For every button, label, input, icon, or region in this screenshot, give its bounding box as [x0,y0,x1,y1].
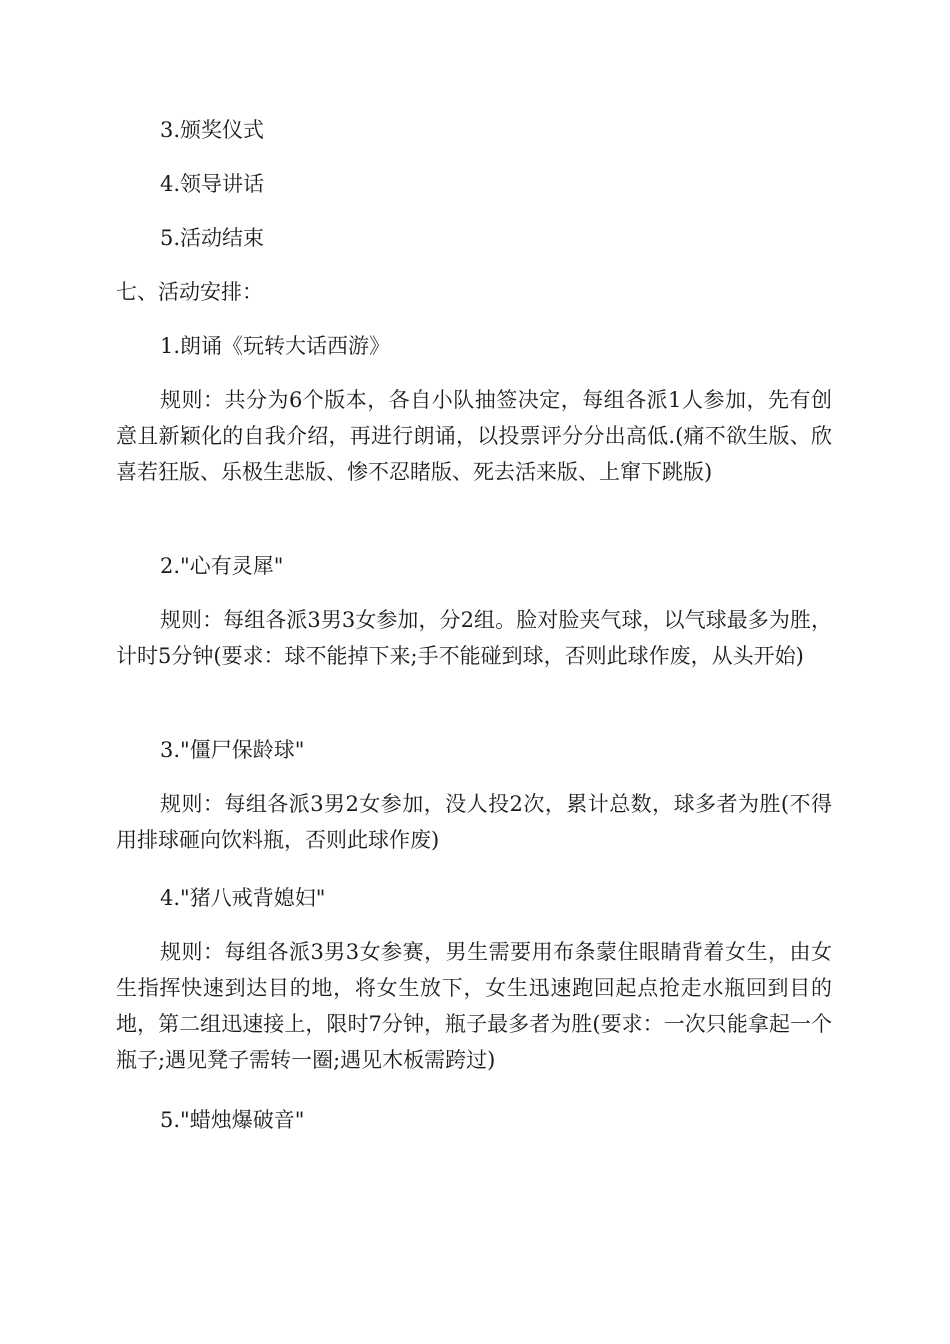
list-item-leader-speech: 4.领导讲话 [160,172,265,196]
activity-rules-piggyback: 规则：每组各派3男3女参赛，男生需要用布条蒙住眼睛背着女生，由女生指挥快速到达目的地，将女生放下，女生迅速跑回起点抢走水瓶回到目的地，第二组迅速接上，限时7分钟，瓶子最多者为胜(要求：一次只能拿起一个瓶子;遇见凳子需转一圈;遇见木板需跨过) [116,940,832,1072]
section-heading-activity-arrangement: 七、活动安排： [116,280,263,304]
list-item-award-ceremony: 3.颁奖仪式 [160,118,265,142]
activity-title-recitation: 1.朗诵《玩转大话西游》 [160,334,391,358]
activity-title-zombie-bowling: 3."僵尸保龄球" [160,738,305,762]
activity-title-telepathy: 2."心有灵犀" [160,554,284,578]
activity-title-piggyback: 4."猪八戒背媳妇" [160,886,326,910]
activity-title-candle: 5."蜡烛爆破音" [160,1108,305,1132]
activity-rules-telepathy: 规则：每组各派3男3女参加，分2组。脸对脸夹气球，以气球最多为胜，计时5分钟(要求：球不能掉下来;手不能碰到球，否则此球作废，从头开始) [116,608,832,668]
list-item-event-end: 5.活动结束 [160,226,265,250]
activity-rules-zombie-bowling: 规则：每组各派3男2女参加，没人投2次，累计总数，球多者为胜(不得用排球砸向饮料瓶，否则此球作废) [116,792,832,852]
activity-rules-recitation: 规则：共分为6个版本，各自小队抽签决定，每组各派1人参加，先有创意且新颖化的自我介绍，再进行朗诵，以投票评分分出高低.(痛不欲生版、欣喜若狂版、乐极生悲版、惨不忍睹版、死去活来版、上窜下跳版) [116,388,832,484]
